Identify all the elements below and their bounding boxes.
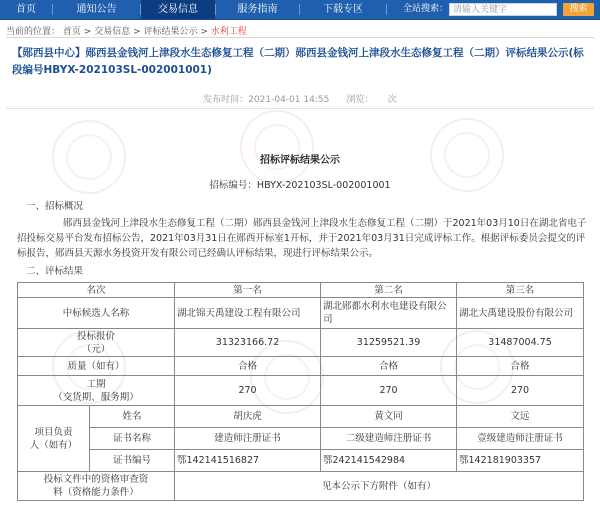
nav-service-guide[interactable]: 服务指南 bbox=[237, 4, 278, 15]
table-row bbox=[18, 450, 584, 472]
breadcrumb bbox=[6, 24, 247, 37]
results-table bbox=[17, 282, 584, 501]
name-label: 姓名 bbox=[90, 406, 175, 428]
nav-announcements[interactable]: 通知公告 bbox=[76, 4, 117, 15]
table-row bbox=[18, 357, 584, 376]
overview-paragraph: 郧西县金钱河上津段水生态修复工程（二期）郧西县金钱河上津段水生态修复工程（二期）于2021年03月10日在湖北省电子招投标交易平台发布招标公告，2021年03月31日在郧西开标室1开标，并于2021年03月31日完成评标工作。根据评标委员会提交的评标报告，郧西县天源水务投资开发有限公司已经确认评标结果，现进行评标结果公示。 bbox=[17, 218, 587, 259]
cert-no-label: 证书编号 bbox=[90, 450, 175, 472]
docs-label-line1: 投标文件中的资格审查资 bbox=[43, 474, 149, 485]
breadcrumb-separator: > bbox=[83, 27, 92, 37]
cert-name-2: 二级建造师注册证书 bbox=[321, 428, 457, 450]
duration-label-line2: （交货期、服务期） bbox=[53, 391, 139, 403]
table-row bbox=[18, 428, 584, 450]
breadcrumb-link-results[interactable]: 评标结果公示 bbox=[143, 27, 198, 37]
table-row bbox=[18, 283, 584, 298]
quality-2: 合格 bbox=[321, 357, 457, 376]
duration-label bbox=[18, 376, 175, 406]
search-button[interactable]: 搜索 bbox=[563, 3, 594, 16]
nav-home[interactable]: 首页 bbox=[16, 4, 36, 15]
top-nav-bar bbox=[0, 0, 600, 20]
notice-heading: 招标评标结果公示 bbox=[260, 155, 340, 166]
rank-3-header: 第三名 bbox=[457, 283, 584, 298]
pm-name-1: 胡庆虎 bbox=[175, 406, 321, 428]
quality-1: 合格 bbox=[175, 357, 321, 376]
price-label bbox=[18, 329, 175, 357]
table-row bbox=[18, 376, 584, 406]
price-label-line1: 投标报价 bbox=[77, 330, 116, 342]
duration-2: 270 bbox=[321, 376, 457, 406]
cert-name-label: 证书名称 bbox=[90, 428, 175, 450]
nav-divider bbox=[386, 4, 387, 15]
table-row bbox=[18, 298, 584, 329]
breadcrumb-separator: > bbox=[133, 27, 141, 37]
breadcrumb-prefix: 当前的位置： bbox=[6, 27, 61, 37]
price-3: 31487004.75 bbox=[457, 329, 584, 357]
pm-label-line2: 人（如有） bbox=[29, 439, 78, 451]
price-2: 31259521.39 bbox=[321, 329, 457, 357]
quality-3: 合格 bbox=[457, 357, 584, 376]
cert-name-3: 壹级建造师注册证书 bbox=[457, 428, 584, 450]
candidate-label: 中标候选人名称 bbox=[18, 298, 175, 329]
pm-name-3: 文远 bbox=[457, 406, 584, 428]
price-label-line2: （元） bbox=[81, 343, 111, 355]
rank-header: 名次 bbox=[18, 283, 175, 298]
cert-name-1: 建造师注册证书 bbox=[175, 428, 321, 450]
pm-label-line1: 项目负责 bbox=[34, 426, 73, 438]
candidate-1: 湖北锦天禹建设工程有限公司 bbox=[175, 298, 321, 329]
section-results-heading: 二、评标结果 bbox=[26, 266, 84, 277]
watermark-seal-icon bbox=[240, 110, 314, 184]
cert-no-3: 鄂142181903357 bbox=[457, 450, 584, 472]
table-row bbox=[18, 406, 584, 428]
candidate-2: 湖北郧都水利水电建设有限公司 bbox=[321, 298, 457, 329]
docs-label bbox=[18, 472, 175, 501]
tender-code-value: HBYX-202103SL-002001001 bbox=[256, 180, 391, 191]
article-title: 【郧西县中心】郧西县金钱河上津段水生态修复工程（二期）郧西县金钱河上津段水生态修复工程（二期）评标结果公示(标段编号HBYX-202103SL-002001001) bbox=[12, 47, 584, 76]
cert-no-1: 鄂142141516827 bbox=[175, 450, 321, 472]
search-label: 全站搜索： bbox=[403, 4, 449, 14]
pm-label bbox=[18, 406, 90, 472]
nav-trade-info[interactable]: 交易信息 bbox=[141, 0, 215, 19]
docs-label-line2: 料（资格能力条件） bbox=[53, 487, 139, 498]
breadcrumb-divider bbox=[6, 37, 594, 38]
nav-downloads[interactable]: 下载专区 bbox=[323, 4, 363, 15]
docs-value: 见本公示下方附件（如有） bbox=[175, 472, 584, 501]
article-meta bbox=[0, 92, 600, 105]
views-unit: 次 bbox=[387, 95, 397, 105]
breadcrumb-link-trade[interactable]: 交易信息 bbox=[94, 27, 131, 37]
breadcrumb-current[interactable]: 水利工程 bbox=[210, 27, 247, 37]
tender-code-label: 招标编号： bbox=[209, 180, 257, 191]
section-overview-heading: 一、招标概况 bbox=[26, 201, 84, 212]
meta-divider bbox=[6, 108, 594, 109]
tender-code bbox=[0, 177, 600, 191]
breadcrumb-link-home[interactable]: 首页 bbox=[62, 27, 81, 37]
publish-time: 2021-04-01 14:55 bbox=[248, 95, 330, 105]
breadcrumb-separator: > bbox=[200, 27, 208, 37]
rank-1-header: 第一名 bbox=[175, 283, 321, 298]
cert-no-2: 鄂242141542984 bbox=[321, 450, 457, 472]
pm-name-2: 黄文同 bbox=[321, 406, 457, 428]
table-row bbox=[18, 472, 584, 501]
search-input[interactable]: 请输入关键字 bbox=[449, 3, 557, 16]
rank-2-header: 第二名 bbox=[321, 283, 457, 298]
views-label: 浏览： bbox=[346, 95, 374, 105]
quality-label: 质量（如有） bbox=[18, 357, 175, 376]
duration-label-line1: 工期 bbox=[86, 378, 106, 390]
duration-3: 270 bbox=[457, 376, 584, 406]
duration-1: 270 bbox=[175, 376, 321, 406]
price-1: 31323166.72 bbox=[175, 329, 321, 357]
table-row bbox=[18, 329, 584, 357]
candidate-3: 湖北大禹建设股份有限公司 bbox=[457, 298, 584, 329]
publish-label: 发布时间： bbox=[203, 95, 249, 105]
